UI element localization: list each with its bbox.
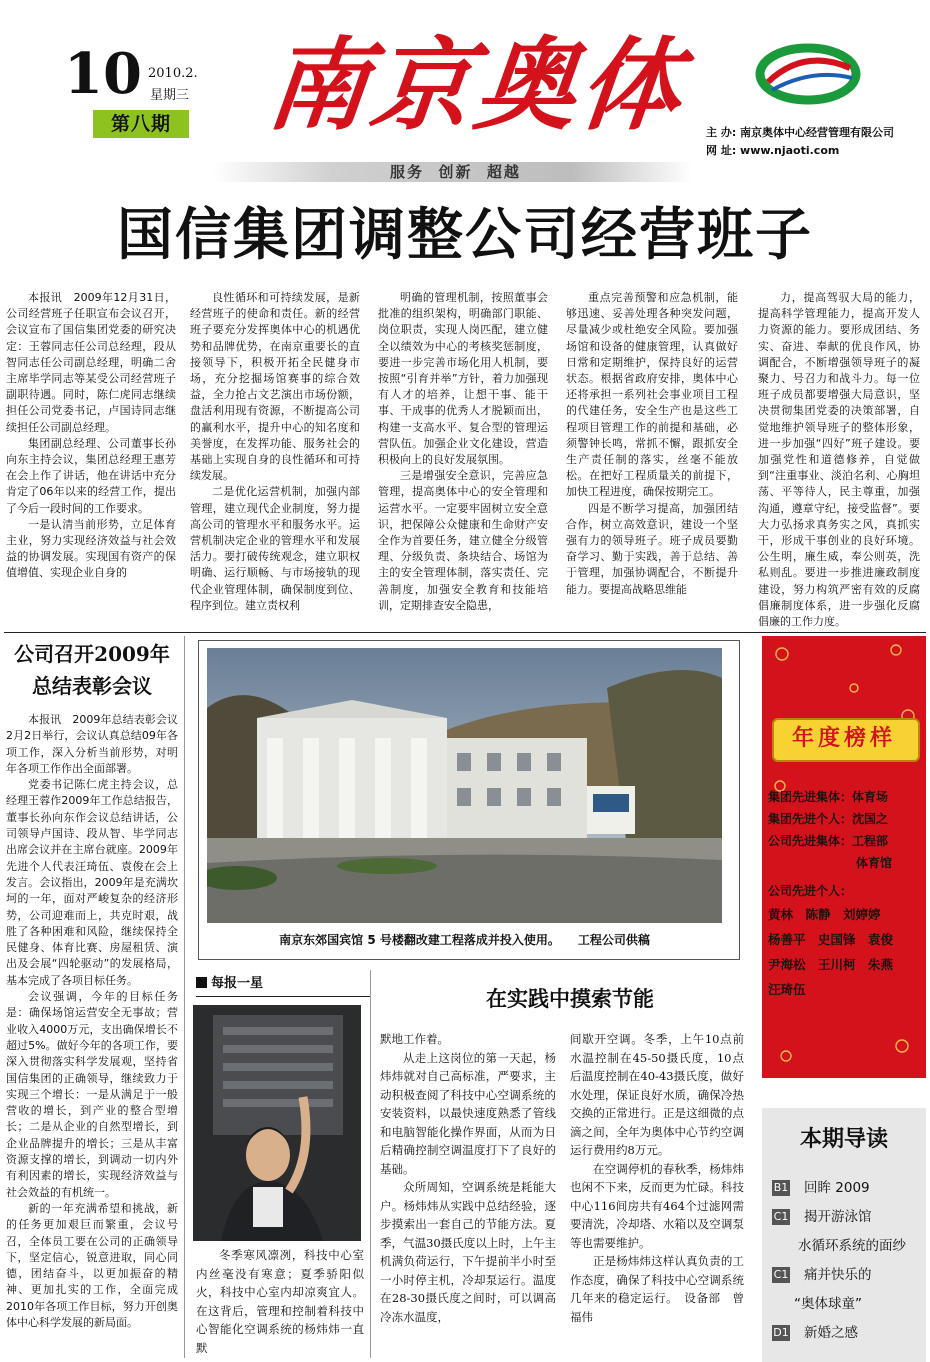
meeting-headline <box>6 638 178 702</box>
energy-column-1 <box>380 1030 556 1358</box>
guide-page-tag: B1 <box>773 1181 789 1194</box>
energy-paragraph: 正是杨炜炜这样认真负责的工作态度，确保了科技中心空调系统几年来的稳定运行。 设备部 曾福伟 <box>570 1254 744 1324</box>
honors-title: 年度榜样 <box>791 725 896 751</box>
lead-paragraph: 重点完善预警和应急机制，能够迅速、妥善处理各种突发问题，尽量减少或杜绝安全风险。要加强场馆和设备的健康管理，认真做好日常和定期维护，保持良好的运营状态。根据省政府安排，奥体中心还将承担一系列社会事业项目工程的代建任务，安全生产也是这些工程项目管理工作的前提和基础，必须警钟长鸣，常抓不懈，跟抓安全生产责任制的落实，丝毫不能放松。在把好工程质量关的前提下，加快工程进度，确保按期完工。 <box>566 291 738 499</box>
issue-weekday: 星期三 <box>150 88 190 103</box>
lead-column-2 <box>190 290 360 628</box>
photo-caption: 南京东郊国宾馆 5 号楼翻改建工程落成并投入使用。 工程公司供稿 <box>279 933 650 947</box>
meeting-headline-line2: 总结表彰会议 <box>32 674 152 698</box>
star-rule <box>196 996 370 997</box>
guide-item-text: 回眸 2009 <box>804 1180 870 1196</box>
guesthouse-photo <box>207 648 722 923</box>
honors-label: 集团先进集体： <box>768 790 853 804</box>
lead-paragraph: 良性循环和可持续发展，是新经营班子的使命和责任。新的经营班子要充分发挥奥体中心的机遇优势和品牌优势，在南京重要长的直接领导下，积极开拓全民健身市场，充分挖掘场馆赛事的综合效益，全力抢占文艺演出市场份额，盘活利用现有资源，不断提高公司的赢利水平，提升中心的知名度和美誉度，在发挥功能、服务社会的基础上实现自身的良性循环和可持续发展。 <box>190 291 360 483</box>
star-section-label <box>196 974 356 994</box>
lead-paragraph: 四是不断学习提高，加强团结合作，树立高效意识，建设一个坚强有力的领导班子。班子成员要勤奋学习、勤于实践，善于总结、善于管理，加强协调配合，不断提升能力。要提高战略思维能 <box>566 501 738 596</box>
slogan: 服务 创新 超越 <box>390 163 521 181</box>
honors-value: 沈国之 <box>852 812 889 826</box>
meeting-article <box>6 712 178 1358</box>
guide-item[interactable] <box>772 1203 922 1232</box>
guide-item[interactable] <box>772 1232 922 1261</box>
energy-paragraph: 在空调停机的春秋季，杨炜炜也闲不下来，反而更为忙碌。科技中心116间房共有464个过滤网需要清洗，冷却塔、水箱以及空调泵等也需要维护。 <box>570 1161 744 1250</box>
lead-paragraph: 一是认清当前形势，立足体育主业，努力实现经济效益与社会效益的协调发展。实现国有资产的保值增值、实现企业自身的 <box>6 517 176 580</box>
honors-value: 体育场 <box>852 790 889 804</box>
olympic-center-logo <box>752 38 862 110</box>
star-label: 每报一星 <box>211 976 264 991</box>
lead-paragraph: 明确的管理机制，按照董事会批准的组织架构，明确部门职能、岗位职责，实现人岗匹配，建立健全以绩效为中心的考核奖惩制度，要进一步完善市场化用人机制，要按照“引育并举”方针，着力加强现有人才的培养，让想干事、能干事、干成事的优秀人才脱颖而出，构建一支高水平、复合型的管理运营队伍。加强企业文化建设，营造积极向上的良好发展氛围。 <box>378 291 548 467</box>
technician-photo <box>193 1005 361 1241</box>
section-divider <box>4 632 926 633</box>
lead-paragraph: 力，提高驾驭大局的能力，提高科学管理能力，提高开发人力资源的能力。要形成团结、务实、奋进、奉献的优良作风，协调配合，不断增强领导班子的凝聚力、号召力和战斗力。每一位班子成员都要增强大局意识，坚决贯彻集团党委的决策部署，自觉地维护领导班子的整体形象，进一步加强“四好”班子建设。要加强党性和道德修养，自觉做到“注重事业、淡泊名利、心胸坦荡、平等待人，民主尊重，加强沟通，遵章守纪，接受监督”。要大力弘扬求真务实之风，真抓实干，形成干事创业的良好环境。公生明，廉生威，奉公则英，洗私则乱。要进一步推进廉政制度建设，努力构筑严密有效的反腐倡廉制度体系，进一步强化反腐倡廉的工作力度。 <box>758 291 920 628</box>
honors-row <box>768 786 924 808</box>
lead-paragraph: 集团副总经理、公司董事长孙向东主持会议，集团总经理王惠芳在会上作了讲话，他在讲话中充分肯定了06年以来的经营工作，提出了今后一段时间的工作要求。 <box>6 436 176 515</box>
issue-number-badge: 第八期 <box>93 110 189 138</box>
issue-day: 10 <box>64 41 142 107</box>
energy-paragraph: 从走上这岗位的第一天起，杨炜炜就对自己高标准，严要求，主动积极查阅了科技中心空调系统的安装资料，以最快速度熟悉了管线和电脑智能化操作界面，从而为日后精确控制空调温度打下了良好的基础。 <box>380 1050 556 1176</box>
guide-panel <box>762 1108 926 1362</box>
lead-headline: 国信集团调整公司经营班子 <box>117 203 813 268</box>
honors-names: 尹海松 王川柯 朱燕 <box>768 957 894 972</box>
guide-item-text: 新婚之感 <box>804 1325 858 1341</box>
lead-column-4 <box>566 290 738 628</box>
honors-names: 汪琦伍 <box>768 982 806 997</box>
lead-paragraph: 三是增强安全意识，完善应急管理，提高奥体中心的安全管理和运营水平。一定要牢固树立安全意识，把保障公众健康和生命财产安全作为首要任务，建立健全分级管理、分级负责、条块结合、场馆为主的安全管理体制，落实责任、完善制度，加强安全教育和技能培训，定期排查安全隐患， <box>378 469 548 612</box>
meeting-paragraph: 会议强调，今年的目标任务是：确保场馆运营安全无事故；营业收入4000万元，支出确保增长不超过5%。做好今年的各项工作，要深入贯彻落实科学发展观，坚持省国信集团的正确领导，继续致力于实现三个增长：一是从满足于一般营收的增长，到产业的整合型增长；二是从企业的自然型增长，到企业品牌提升的增长；三是从丰富资源支撑的增长，到调动一切内外有利因素的增长，实现经济效益与社会效益的有机统一。 <box>6 990 178 1199</box>
energy-column-2 <box>570 1030 744 1358</box>
meeting-paragraph: 本报讯 2009年总结表彰会议2月2日举行，会议认真总结09年各项工作，深入分析当前形势，对明年各项工作作出全面部署。 <box>6 713 178 775</box>
black-square-icon <box>196 977 207 988</box>
guide-item-text: 水循环系统的面纱 <box>798 1238 906 1254</box>
guide-item[interactable] <box>772 1319 922 1348</box>
guide-page-tag: C1 <box>773 1268 789 1281</box>
lead-column-1 <box>6 290 176 628</box>
star-caption: 冬季寒风凛冽，科技中心室内丝毫没有寒意；夏季骄阳似火，科技中心室内却凉爽宜人。在这背后，管理和控制着科技中心智能化空调系统的杨炜炜一直默 <box>196 1248 364 1355</box>
meeting-paragraph: 党委书记陈仁虎主持会议，总经理王蓉作2009年工作总结报告，董事长孙向东作会议总结讲话，公司领导卢国诗、段从智、毕学同志出席会议并在主席台就座。2009年先进个人代表汪琦伍、袁俊在会上发言。会议指出，2009年是充满坎坷的一年，面对严峻复杂的经济形势，公司迎难而上，共克时艰，战胜了各种困难和风险，继续保持全民健身、体育比赛、房屋租赁、演出及会展“四轮驱动”的发展格局，基本完成了各项目标任务。 <box>6 778 178 987</box>
guide-item-text: 揭开游泳馆 <box>804 1209 872 1225</box>
column-divider <box>184 636 185 1358</box>
guide-item-text: “奥体球童” <box>794 1296 862 1312</box>
honors-panel <box>762 636 926 1078</box>
lead-paragraph: 本报讯 2009年12月31日，公司经营班子任职宣布会议召开，会议宣布了国信集团党委的研究决定：王蓉同志任公司总经理，段从智同志任公司副总经理，明确二舍主席毕学同志等某受公司经营班子副职待遇。同时，陈仁虎同志继续担任公司党委书记，卢国诗同志继续担任公司副总经理。 <box>6 291 176 434</box>
energy-paragraph: 间歇开空调。冬季，上午10点前水温控制在45-50摄氏度，10点后温度控制在40-43摄氏度，做好水处理，保证良好水质，确保冷热交换的正常进行。正是这细微的点滴之间，全年为奥体中心节约空调运行费用约8万元。 <box>570 1032 744 1157</box>
website-line: 网 址: www.njaoti.com <box>706 144 840 157</box>
meeting-headline-line1: 公司召开2009年 <box>14 642 170 666</box>
honors-row <box>768 852 924 874</box>
honors-row <box>768 808 924 830</box>
lead-paragraph: 二是优化运营机制，加强内部管理，建立现代企业制度，努力提高公司的管理水平和服务水平。运营机制决定企业的管理水平和发展活力。要打破传统观念，建立职权明确、运行顺畅、与市场接轨的现代企业管理体制，确保制度到位、程序到位。建立责权利 <box>190 485 360 612</box>
honors-row <box>768 830 924 852</box>
column-divider <box>370 970 371 1358</box>
guide-page-tag: D1 <box>773 1326 789 1339</box>
guide-item[interactable] <box>772 1290 922 1319</box>
energy-paragraph: 默地工作着。 <box>380 1032 449 1046</box>
energy-headline: 在实践中摸索节能 <box>486 986 654 1011</box>
lead-column-5 <box>758 290 920 628</box>
sponsor-line: 主 办: 南京奥体中心经营管理有限公司 <box>706 126 895 139</box>
honors-names: 杨善平 史国锋 袁俊 <box>768 932 894 947</box>
honors-individuals-label: 公司先进个人： <box>768 884 853 898</box>
honors-list <box>768 786 924 1002</box>
guide-page-tag: C1 <box>773 1210 789 1223</box>
masthead-title: 南京奥体 <box>261 26 691 144</box>
guide-title: 本期导读 <box>799 1126 888 1152</box>
guide-item[interactable] <box>772 1174 922 1203</box>
honors-value: 体育馆 <box>856 856 893 870</box>
honors-names: 黄林 陈静 刘婷婷 <box>768 907 881 922</box>
guide-item-text: 痛并快乐的 <box>804 1267 872 1283</box>
guide-item[interactable] <box>772 1261 922 1290</box>
guide-list <box>772 1174 922 1348</box>
meeting-paragraph: 新的一年充满希望和挑战，新的任务更加艰巨而繁重，会议号召，全体员工要在公司的正确领导下，坚定信心，锐意进取，同心同德，团结奋斗，以更加振奋的精神、更加扎实的工作，全面完成2010年各项工作目标，努力开创奥体中心科学发展的新局面。 <box>6 1201 178 1329</box>
lead-column-3 <box>378 290 548 628</box>
honors-label: 公司先进集体： <box>768 834 853 848</box>
issue-date: 2010.2. <box>148 66 198 81</box>
honors-value: 工程部 <box>852 834 889 848</box>
energy-paragraph: 众所周知，空调系统是耗能大户。杨炜炜从实践中总结经验，逐步摸索出一套自己的节能方法。夏季，气温30摄氏度以上时，上午主机满负荷运行，下午提前半小时至一小时停主机，冷却泵运行。温度在28-30摄氏度之间时，可以调高冷冻水温度， <box>380 1180 556 1324</box>
honors-label: 集团先进个人： <box>768 812 853 826</box>
